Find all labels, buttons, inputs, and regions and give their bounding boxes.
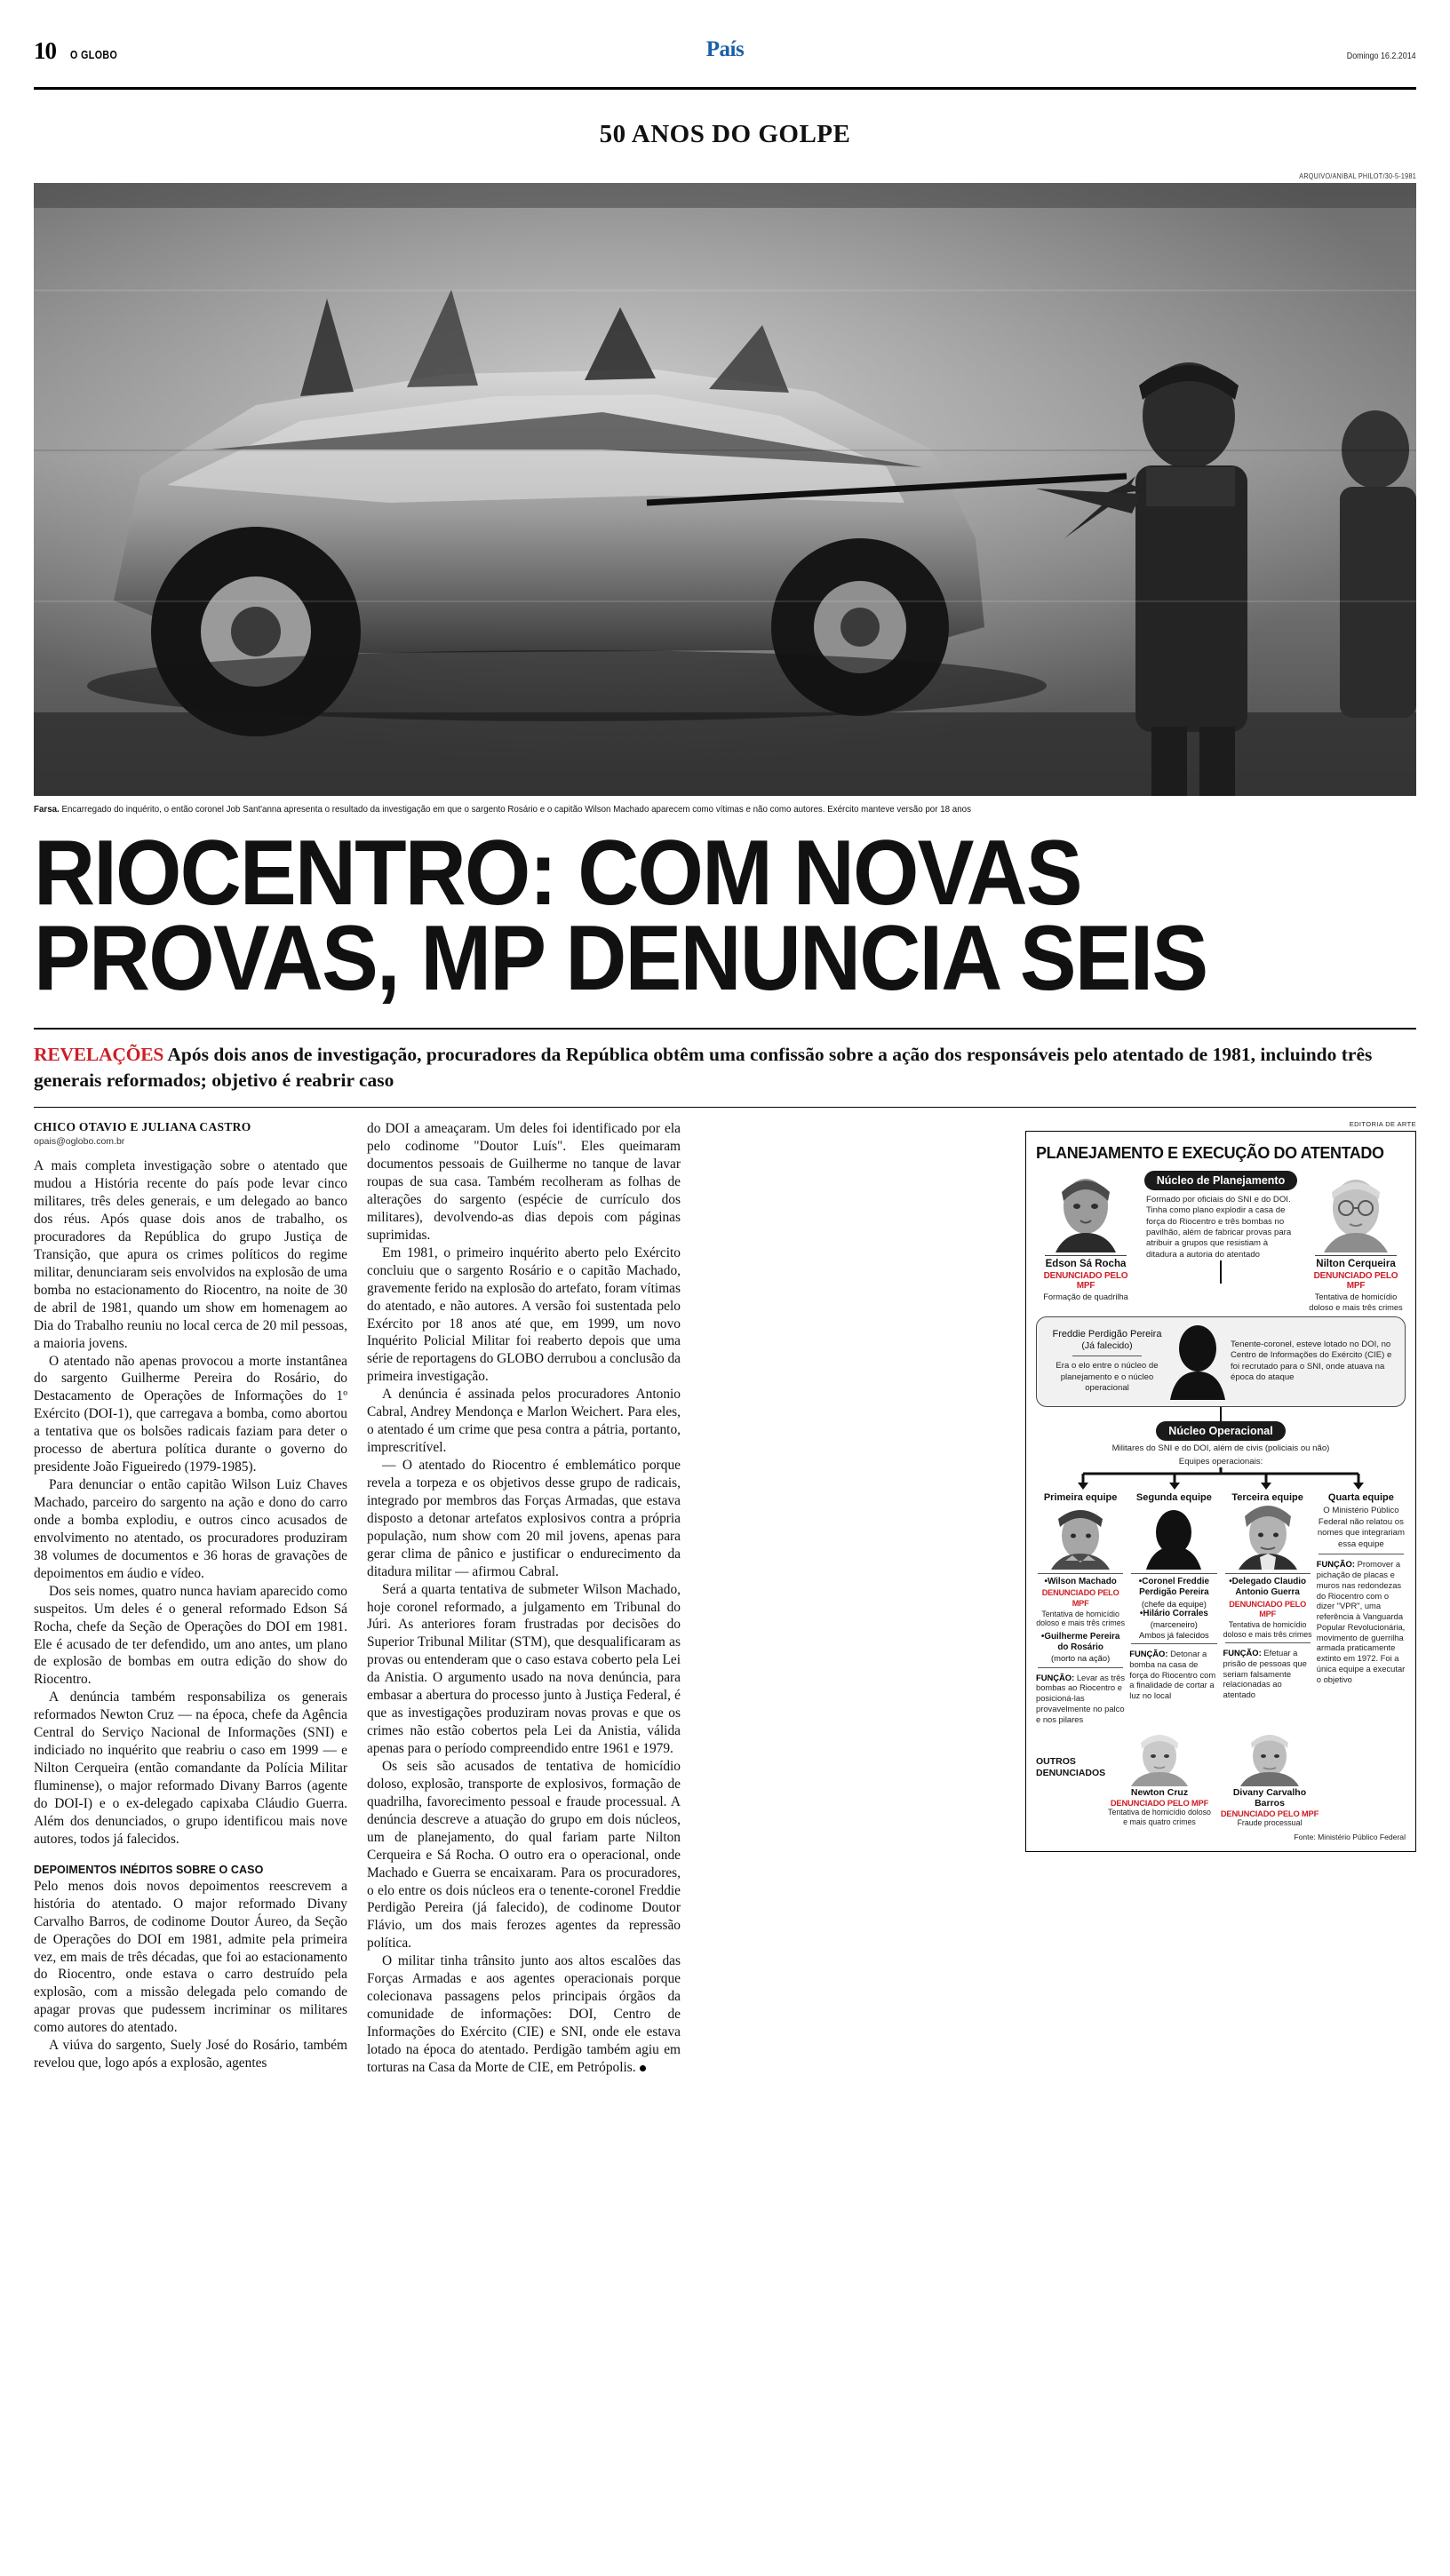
crime-text: Fraude processual [1237, 1818, 1303, 1828]
section-subhead: DEPOIMENTOS INÉDITOS SOBRE O CASO [34, 1863, 264, 1876]
portrait-newton-cruz-icon [1127, 1731, 1192, 1786]
function-label: FUNÇÃO: [1316, 1559, 1355, 1570]
paragraph: Dos seis nomes, quatro nunca haviam aparecido como suspeitos. Um deles é o general reformado Edson Sá Rocha, chefe da Seção de Operações do DOI em 1981. Ele é acusado de ter defendido, um ano antes, um plano de explosão de bombas em outra edição do show do Riocentro. [34, 1583, 347, 1688]
paragraph: A mais completa investigação sobre o atentado que mudou a História recente do país pode levar cinco militares, três deles generais, e um delegado ao banco dos réus. Após quase dois anos de trabalho, os procuradores da República do grupo Justiça de Transição, que apura os crimes políticos do regime militar, denunciaram seis envolvidos na explosão de uma bomba no estacionamento do Riocentro, na noite de 30 de abril de 1981, quando um show em homenagem ao Dia do Trabalho reuniu no local cerca de 20 mil pessoas, a maioria jovens. [34, 1158, 347, 1351]
infographic-wrapper [1025, 1120, 1416, 2077]
crime-text: Tentativa de homicídio doloso e mais quatro crimes [1108, 1808, 1211, 1826]
team-members [1036, 1577, 1125, 1663]
photo-caption [34, 796, 1319, 815]
main-headline [34, 815, 1306, 1010]
team-function [1036, 1671, 1125, 1725]
portrait-photo [1139, 1506, 1208, 1570]
function-text: Promover a pichação de placas e muros nas redondezas do Riocentro com o dizer "VPR", uma referência à Vanguarda Popular Revolucionária, movimento de guerrilha armada praticamente extinto em 1972. Foi a única equipe a executar o objetivo [1316, 1559, 1406, 1684]
member-name-text: Hilário Corrales [1143, 1609, 1208, 1619]
paragraph: Para denunciar o então capitão Wilson Luiz Chaves Machado, parceiro do sargento na ação e dono do carro onde a bomba explodiu, e outros cinco acusados de envolvimento no atentado, os procuradores produziram 38 volumes de documentos e 36 horas de gravações de depoimentos em áudio e vídeo. [34, 1477, 347, 1581]
section-title: País [705, 37, 745, 61]
member-note: (morto na ação) [1051, 1653, 1111, 1664]
divider [1225, 1573, 1311, 1574]
crime-text: Tentativa de homicídio doloso e mais três crimes [1223, 1620, 1312, 1639]
operational-description-1: Militares do SNI e do DOI, além de civis (policiais ou não) [1111, 1443, 1330, 1453]
operational-pill: Núcleo Operacional [1156, 1421, 1285, 1441]
denounced-badge: DENUNCIADO PELO MPF [1041, 1588, 1119, 1608]
member-note: (chefe da equipe) [1141, 1598, 1207, 1609]
paragraph [367, 1952, 681, 2077]
paragraph: A viúva do sargento, Suely José do Rosário, também revelou que, logo após a explosão, agentes [34, 2038, 347, 2071]
function-text: Efetuar a prisão de pessoas que seriam falsamente relacionadas ao atentado [1223, 1648, 1307, 1700]
planning-center [1141, 1171, 1301, 1284]
crime-text: Tentativa de homicídio doloso e mais três crimes [1036, 1609, 1125, 1628]
divider [1225, 1642, 1311, 1643]
member-name: •Delegado Claudio Antonio Guerra [1229, 1577, 1307, 1598]
text-column-2 [367, 1120, 700, 2077]
caption-lead: Farsa. [34, 804, 60, 815]
team-terceira-equipe [1223, 1492, 1312, 1724]
portrait-photo [1237, 1731, 1303, 1786]
paragraph: O atentado não apenas provocou a morte instantânea do sargento Guilherme Pereira do Rosário, do Destacamento de Operações de Informações do 1º Exército (DOI-1), que carregava a bomba, como abortou a tentativa que os bolsões radicais faziam para deter o processo de abertura política durante o governo do presidente João Figueiredo (1979-1985). [34, 1353, 347, 1475]
team-function [1317, 1557, 1406, 1684]
denounced-badge: DENUNCIADO PELO MPF [1229, 1599, 1307, 1618]
byline-authors: CHICO OTAVIO E JULIANA CASTRO [34, 1120, 251, 1134]
paragraph: Será a quarta tentativa de submeter Wilson Machado, hoje coronel reformado, a julgamento em Tribunal do Júri. As anteriores foram frustradas por decisões do Superior Tribunal Militar (STM), que desqualificaram as provas ou entenderam que o caso estava coberto pela Lei da Anistia. O argumento usado na nova denúncia, para embasar a abertura do processo junto à Justiça Federal, é que as investigações produziram novas provas e que os crimes não estão cobertos pela Lei da Anistia, válida apenas para o período compreendido entre 1961 e 1979. [367, 1581, 681, 1757]
paragraph-text: O militar tinha trânsito junto aos altos escalões das Forças Armadas e aos agentes operacionais porque colecionava passagens pelos principais órgãos da comunidade de informações: DOI, Centro de Informações do Exército (CIE) e SNI, onde ele estava lotado na época do atentado. Perdigão também agiu em torturas na Casa da Morte de CIE, em Petrópolis. [367, 1953, 681, 2075]
text-column-1 [34, 1120, 367, 2077]
divider [1038, 1667, 1123, 1668]
divider [1131, 1573, 1216, 1574]
lead-paragraph [34, 1030, 1416, 1093]
team-members [1129, 1577, 1218, 1640]
team-segunda-equipe [1129, 1492, 1218, 1724]
team-function [1223, 1646, 1312, 1700]
end-mark-icon [640, 2065, 646, 2071]
branch-connector [1036, 1467, 1406, 1491]
link-person-left [1044, 1329, 1170, 1395]
team-note: Ambos já falecidos [1139, 1629, 1209, 1640]
issue-date: Domingo 16.2.2014 [1347, 51, 1416, 61]
member-name: •Hilário Corrales [1139, 1609, 1208, 1619]
member-name-text: Delegado Claudio Antonio Guerra [1231, 1577, 1307, 1598]
connector-line [1220, 1407, 1222, 1421]
operational-teams [1036, 1491, 1406, 1724]
function-text: Detonar a bomba na casa de força do Riocentro com a finalidade de cortar a luz no local [1129, 1649, 1216, 1701]
team-title: Segunda equipe [1135, 1492, 1212, 1504]
team-title: Terceira equipe [1231, 1492, 1303, 1504]
divider [1038, 1573, 1123, 1574]
denounced-badge: DENUNCIADO PELO MPF [1110, 1798, 1209, 1809]
lead-text: Após dois anos de investigação, procuradores da República obtêm uma confissão sobre a ação dos responsáveis pelo atentado de 1981, incluindo três generais reformados; objetivo é reabrir caso [34, 1044, 1373, 1091]
headline-line-2: PROVAS, MP DENUNCIA SEIS [34, 906, 1207, 1010]
function-label: FUNÇÃO: [1036, 1672, 1075, 1682]
page-folio: 10 [34, 37, 56, 64]
function-label: FUNÇÃO: [1223, 1648, 1262, 1658]
portrait-nilton-icon [1317, 1171, 1395, 1252]
infographic-source: Fonte: Ministério Público Federal [1294, 1832, 1406, 1841]
connector-line [1220, 1260, 1222, 1284]
person-name: Freddie Perdigão Pereira [1052, 1329, 1162, 1340]
member-name: •Coronel Freddie Perdigão Pereira [1138, 1577, 1209, 1598]
member-name: •Wilson Machado [1044, 1577, 1117, 1587]
lead-label: REVELAÇÕES [34, 1044, 164, 1066]
silhouette-icon [1170, 1324, 1225, 1400]
team-members [1223, 1577, 1312, 1639]
person-name: Newton Cruz [1130, 1787, 1189, 1799]
others-label: OUTROS DENUNCIADOS [1036, 1756, 1106, 1778]
portrait-photo [1233, 1506, 1303, 1570]
person-role: Era o elo entre o núcleo de planejamento e o núcleo operacional [1056, 1361, 1159, 1394]
branch-arrows-icon [1036, 1467, 1406, 1491]
divider [1315, 1255, 1397, 1256]
member-name-text: Guilherme Pereira do Rosário [1044, 1632, 1120, 1653]
divider [1131, 1643, 1216, 1644]
anonymous-person-icon [1170, 1324, 1225, 1400]
divider [1045, 1255, 1127, 1256]
portrait-photo [1046, 1506, 1115, 1570]
crime-text: Tentativa de homicídio doloso e mais três crimes [1309, 1292, 1403, 1312]
paragraph: do DOI a ameaçaram. Um deles foi identificado por ela pelo codinome "Doutor Luís". Eles queimaram documentos pessoais de Guilherme no tanque de lavar roupas de sua casa. Também recolheram as folhas de alterações do sargento (espécie de currículo dos militares), devolvendo-as dias depois com páginas suprimidas. [367, 1121, 681, 1243]
person-bio: Tenente-coronel, esteve lotado no DOI, no Centro de Informações do Exército (CIE) e foi recrutado para o SNI, onde atuava na época do ataque [1231, 1339, 1392, 1383]
lead-photo-image [34, 183, 1416, 796]
function-text: Levar as três bombas ao Riocentro e posicioná-las provavelmente no palco e nos pilares [1036, 1672, 1126, 1724]
infographic-title: PLANEJAMENTO E EXECUÇÃO DO ATENTADO [1036, 1143, 1384, 1163]
member-name-text: Coronel Freddie Perdigão Pereira [1139, 1577, 1209, 1598]
paragraph: Em 1981, o primeiro inquérito aberto pelo Exército concluiu que o sargento Rosário e o capitão Machado, gravemente ferido na explosão do artefato, foram vítimas do atentado, e não autores. A versão foi sustentada pelo Exército por 18 anos até que, em 1999, um novo Inquérito Policial Militar foi reaberto depois que uma série de reportagens do GLOBO derrubou a conclusão da primeira investigação. [367, 1244, 681, 1385]
person-name: Divany Carvalho Barros [1232, 1787, 1307, 1809]
team-note: O Ministério Público Federal não relatou os nomes que integrariam essa equipe [1317, 1506, 1405, 1549]
planning-description: Formado por oficiais do SNI e do DOI. Tinha como plano explodir a casa de força do Riocentro e três bombas no pavilhão, além de fabricar provas para atribuir a grupos que resistiam à ditadura a autoria do atentado [1146, 1195, 1292, 1260]
operational-nucleus [1036, 1421, 1406, 1468]
newspaper-brand: O GLOBO [70, 48, 118, 61]
others-denounced-section [1036, 1724, 1406, 1828]
portrait-divany-barros-icon [1237, 1731, 1303, 1786]
caption-text: Encarregado do inquérito, o então coronel Job Sant'anna apresenta o resultado da investigação em que o sargento Rosário e o capitão Wilson Machado aparecem como vítimas e não como autores. Exército manteve versão por 18 anos [61, 804, 971, 815]
planning-nucleus [1036, 1171, 1406, 1313]
denounced-badge: DENUNCIADO PELO MPF [1043, 1271, 1128, 1292]
denounced-badge: DENUNCIADO PELO MPF [1220, 1809, 1319, 1819]
other-person-newton-cruz [1107, 1731, 1212, 1826]
paragraph: Os seis são acusados de tentativa de homicídio doloso, explosão, transporte de explosivos, formação de quadrilha, favorecimento pessoal e fraude processual. A denúncia descreve a atuação do grupo em dois núcleos, um de planejamento, do qual fariam parte Nilton Cerqueira e Sá Rocha. O outro era o operacional, onde Machado e Guerra se encaixaram. Para os procuradores, o elo entre os dois núcleos era o tenente-coronel Freddie Perdigão Pereira (já falecido), de codinome Doutor Flávio, um dos mais ferozes agentes da repressão política. [367, 1758, 681, 1952]
person-nilton-cerqueira [1306, 1171, 1406, 1313]
masthead [34, 0, 1416, 82]
link-person-card [1036, 1316, 1406, 1407]
portrait-edson-icon [1047, 1171, 1125, 1252]
silhouette-freddie-icon [1139, 1506, 1208, 1570]
person-name: Nilton Cerqueira [1316, 1259, 1396, 1270]
function-label: FUNÇÃO: [1129, 1649, 1168, 1659]
team-title: Quarta equipe [1327, 1492, 1394, 1504]
paragraph: A denúncia é assinada pelos procuradores Antonio Cabral, Andrey Mendonça e Marlon Weichert. Para eles, o atentado é um crime que pesa contra a pátria, portanto, imprescritível. [367, 1387, 681, 1456]
team-quarta-equipe [1317, 1492, 1406, 1724]
person-edson-sa-rocha [1036, 1171, 1135, 1302]
operational-description-2: Equipes operacionais: [1178, 1457, 1263, 1467]
crime-text: Formação de quadrilha [1043, 1292, 1128, 1302]
denounced-badge: DENUNCIADO PELO MPF [1313, 1271, 1398, 1292]
photo-credit: ARQUIVO/ANIBAL PHILOT/30-5-1981 [1299, 172, 1416, 180]
portrait-claudio-guerra-icon [1233, 1506, 1303, 1570]
paragraph: Pelo menos dois novos depoimentos reescrevem a história do atentado. O major reformado Divany Carvalho Barros, de codinome Doutor Áureo, da Seção de Operações do DOI em 1981, admite pela primeira vez, em mais de três décadas, que foi ao estacionamento do Riocentro, onde estava o carro destruído pela explosão, com a missão delegada pelo comando de apagar provas que pudessem incriminar os militares como autores do atentado. [34, 1878, 347, 2036]
planning-pill: Núcleo de Planejamento [1144, 1171, 1297, 1190]
other-person-divany-barros [1217, 1731, 1322, 1828]
portrait-photo [1047, 1171, 1125, 1252]
paragraph: A denúncia também responsabiliza os generais reformados Newton Cruz — na época, chefe da Agência Central do Serviço Nacional de Informações (SNI) e indiciado no inquérito que reabriu o caso em 1999 — e Nilton Cerqueira (então comandante da Polícia Militar fluminense), o major reformado Divany Barros (agente do DOI-I) e o ex-delegado capixaba Cláudio Guerra. Além dos denunciados, o grupo identificou mais nove autores, todos já falecidos. [34, 1690, 347, 1847]
portrait-wilson-machado-icon [1046, 1506, 1115, 1570]
person-name: Edson Sá Rocha [1045, 1259, 1127, 1270]
member-note: (marceneiro) [1150, 1619, 1198, 1630]
series-kicker: 50 ANOS DO GOLPE [599, 120, 851, 148]
team-primeira-equipe [1036, 1492, 1125, 1724]
infographic [1025, 1131, 1416, 1852]
infographic-credit: EDITORIA DE ARTE [1349, 1120, 1416, 1129]
member-name-text: Wilson Machado [1047, 1577, 1117, 1587]
team-title: Primeira equipe [1043, 1492, 1118, 1504]
member-name: •Guilherme Pereira do Rosário [1040, 1632, 1120, 1653]
article-body [34, 1108, 1416, 2077]
byline-email: opais@oglobo.com.br [34, 1136, 125, 1148]
portrait-photo [1127, 1731, 1192, 1786]
headline-line-1: RIOCENTRO: COM NOVAS [34, 822, 1081, 926]
person-status: (Já falecido) [1081, 1340, 1133, 1352]
lead-photo [34, 183, 1416, 796]
portrait-photo [1317, 1171, 1395, 1252]
paragraph: — O atentado do Riocentro é emblemático porque revela a torpeza e os objetivos desse grupo de radicais, integrado por membros das Forças Armadas, que estava disposto a detonar artefatos explosivos contra a própria população, num show com 20 mil jovens, apenas para gerar clima de pânico e justificar o endurecimento da ditadura militar — afirmou Cabral. [367, 1458, 681, 1579]
team-function [1129, 1647, 1218, 1701]
